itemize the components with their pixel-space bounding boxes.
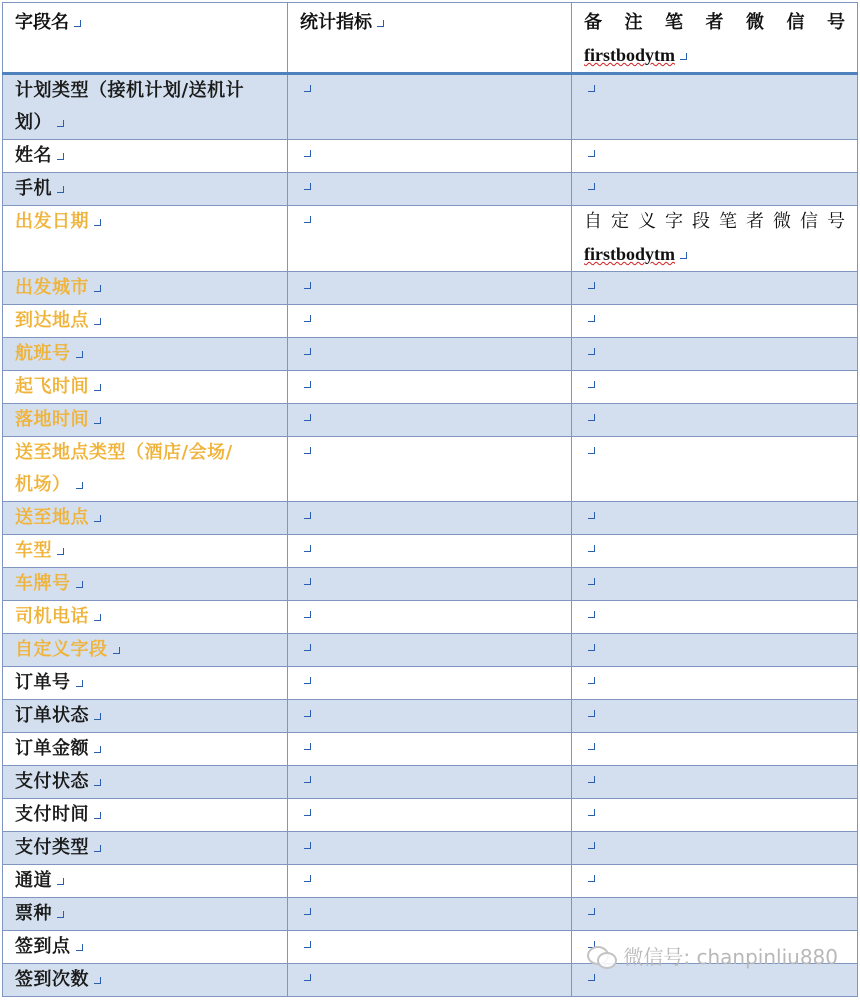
table-row (3, 502, 858, 535)
metric-cell (288, 733, 572, 766)
field-name-cell: 票种 (3, 898, 288, 931)
field-name-cell: 姓名 (3, 140, 288, 173)
table-row (3, 206, 858, 272)
table-row (3, 667, 858, 700)
note-cell (572, 799, 858, 832)
note-cell (572, 601, 858, 634)
metric-cell (288, 700, 572, 733)
metric-cell (288, 766, 572, 799)
table-row (3, 634, 858, 667)
table-row (3, 74, 858, 140)
note-cell (572, 305, 858, 338)
note-cell: 自定义字段笔者微信号 firstbodytm (572, 206, 858, 272)
field-name-cell: 航班号 (3, 338, 288, 371)
note-cell (572, 667, 858, 700)
table-row (3, 272, 858, 305)
metric-cell (288, 371, 572, 404)
metric-cell (288, 964, 572, 997)
metric-cell (288, 173, 572, 206)
table-row (3, 140, 858, 173)
note-cell (572, 338, 858, 371)
header-note: 备 注 笔 者 微 信 号 firstbodytm (572, 3, 858, 74)
field-name-cell: 支付时间 (3, 799, 288, 832)
field-table (2, 2, 858, 997)
note-cell (572, 404, 858, 437)
watermark (587, 941, 838, 970)
field-name-cell: 落地时间 (3, 404, 288, 437)
metric-cell (288, 206, 572, 272)
metric-cell (288, 74, 572, 140)
watermark-text: 微信号: chanpinliu880 (623, 945, 838, 969)
field-name-cell: 车牌号 (3, 568, 288, 601)
metric-cell (288, 338, 572, 371)
metric-cell (288, 865, 572, 898)
table-row (3, 535, 858, 568)
note-cell (572, 502, 858, 535)
field-name-cell: 订单金额 (3, 733, 288, 766)
table-row (3, 766, 858, 799)
metric-cell (288, 601, 572, 634)
wechat-icon (587, 944, 617, 968)
table-row (3, 832, 858, 865)
table-row (3, 404, 858, 437)
metric-cell (288, 272, 572, 305)
table-row (3, 338, 858, 371)
note-cell (572, 832, 858, 865)
field-name-cell: 送至地点 (3, 502, 288, 535)
note-cell (572, 371, 858, 404)
metric-cell (288, 535, 572, 568)
metric-cell (288, 931, 572, 964)
metric-cell (288, 832, 572, 865)
table-row (3, 733, 858, 766)
field-name-cell: 到达地点 (3, 305, 288, 338)
field-name-cell: 起飞时间 (3, 371, 288, 404)
note-cell (572, 766, 858, 799)
field-name-cell: 签到点 (3, 931, 288, 964)
table-row (3, 799, 858, 832)
field-name-cell: 出发城市 (3, 272, 288, 305)
field-name-cell: 手机 (3, 173, 288, 206)
field-name-cell: 支付类型 (3, 832, 288, 865)
field-name-cell: 司机电话 (3, 601, 288, 634)
note-cell (572, 898, 858, 931)
metric-cell (288, 502, 572, 535)
note-cell (572, 568, 858, 601)
field-name-cell: 出发日期 (3, 206, 288, 272)
note-cell (572, 733, 858, 766)
field-name-cell: 车型 (3, 535, 288, 568)
metric-cell (288, 305, 572, 338)
note-cell (572, 272, 858, 305)
note-cell (572, 437, 858, 502)
metric-cell (288, 568, 572, 601)
metric-cell (288, 799, 572, 832)
metric-cell (288, 404, 572, 437)
field-name-cell: 自定义字段 (3, 634, 288, 667)
table-row (3, 173, 858, 206)
metric-cell (288, 140, 572, 173)
note-cell (572, 173, 858, 206)
note-cell (572, 634, 858, 667)
note-cell (572, 700, 858, 733)
field-name-cell: 送至地点类型（酒店/会场/ 机场） (3, 437, 288, 502)
header-field-name: 字段名 (3, 3, 288, 74)
header-metric: 统计指标 (288, 3, 572, 74)
metric-cell (288, 667, 572, 700)
metric-cell (288, 437, 572, 502)
table-header-row (3, 3, 858, 74)
table-row (3, 568, 858, 601)
note-cell (572, 535, 858, 568)
field-name-cell: 订单号 (3, 667, 288, 700)
field-name-cell: 支付状态 (3, 766, 288, 799)
table-row (3, 865, 858, 898)
note-cell (572, 865, 858, 898)
table-row (3, 601, 858, 634)
metric-cell (288, 634, 572, 667)
field-name-cell: 订单状态 (3, 700, 288, 733)
table-row (3, 700, 858, 733)
field-name-cell: 通道 (3, 865, 288, 898)
table-row (3, 305, 858, 338)
metric-cell (288, 898, 572, 931)
field-name-cell: 计划类型（接机计划/送机计 划） (3, 74, 288, 140)
table-row (3, 437, 858, 502)
note-cell (572, 140, 858, 173)
table-row (3, 371, 858, 404)
note-cell (572, 74, 858, 140)
field-name-cell: 签到次数 (3, 964, 288, 997)
table-row (3, 898, 858, 931)
